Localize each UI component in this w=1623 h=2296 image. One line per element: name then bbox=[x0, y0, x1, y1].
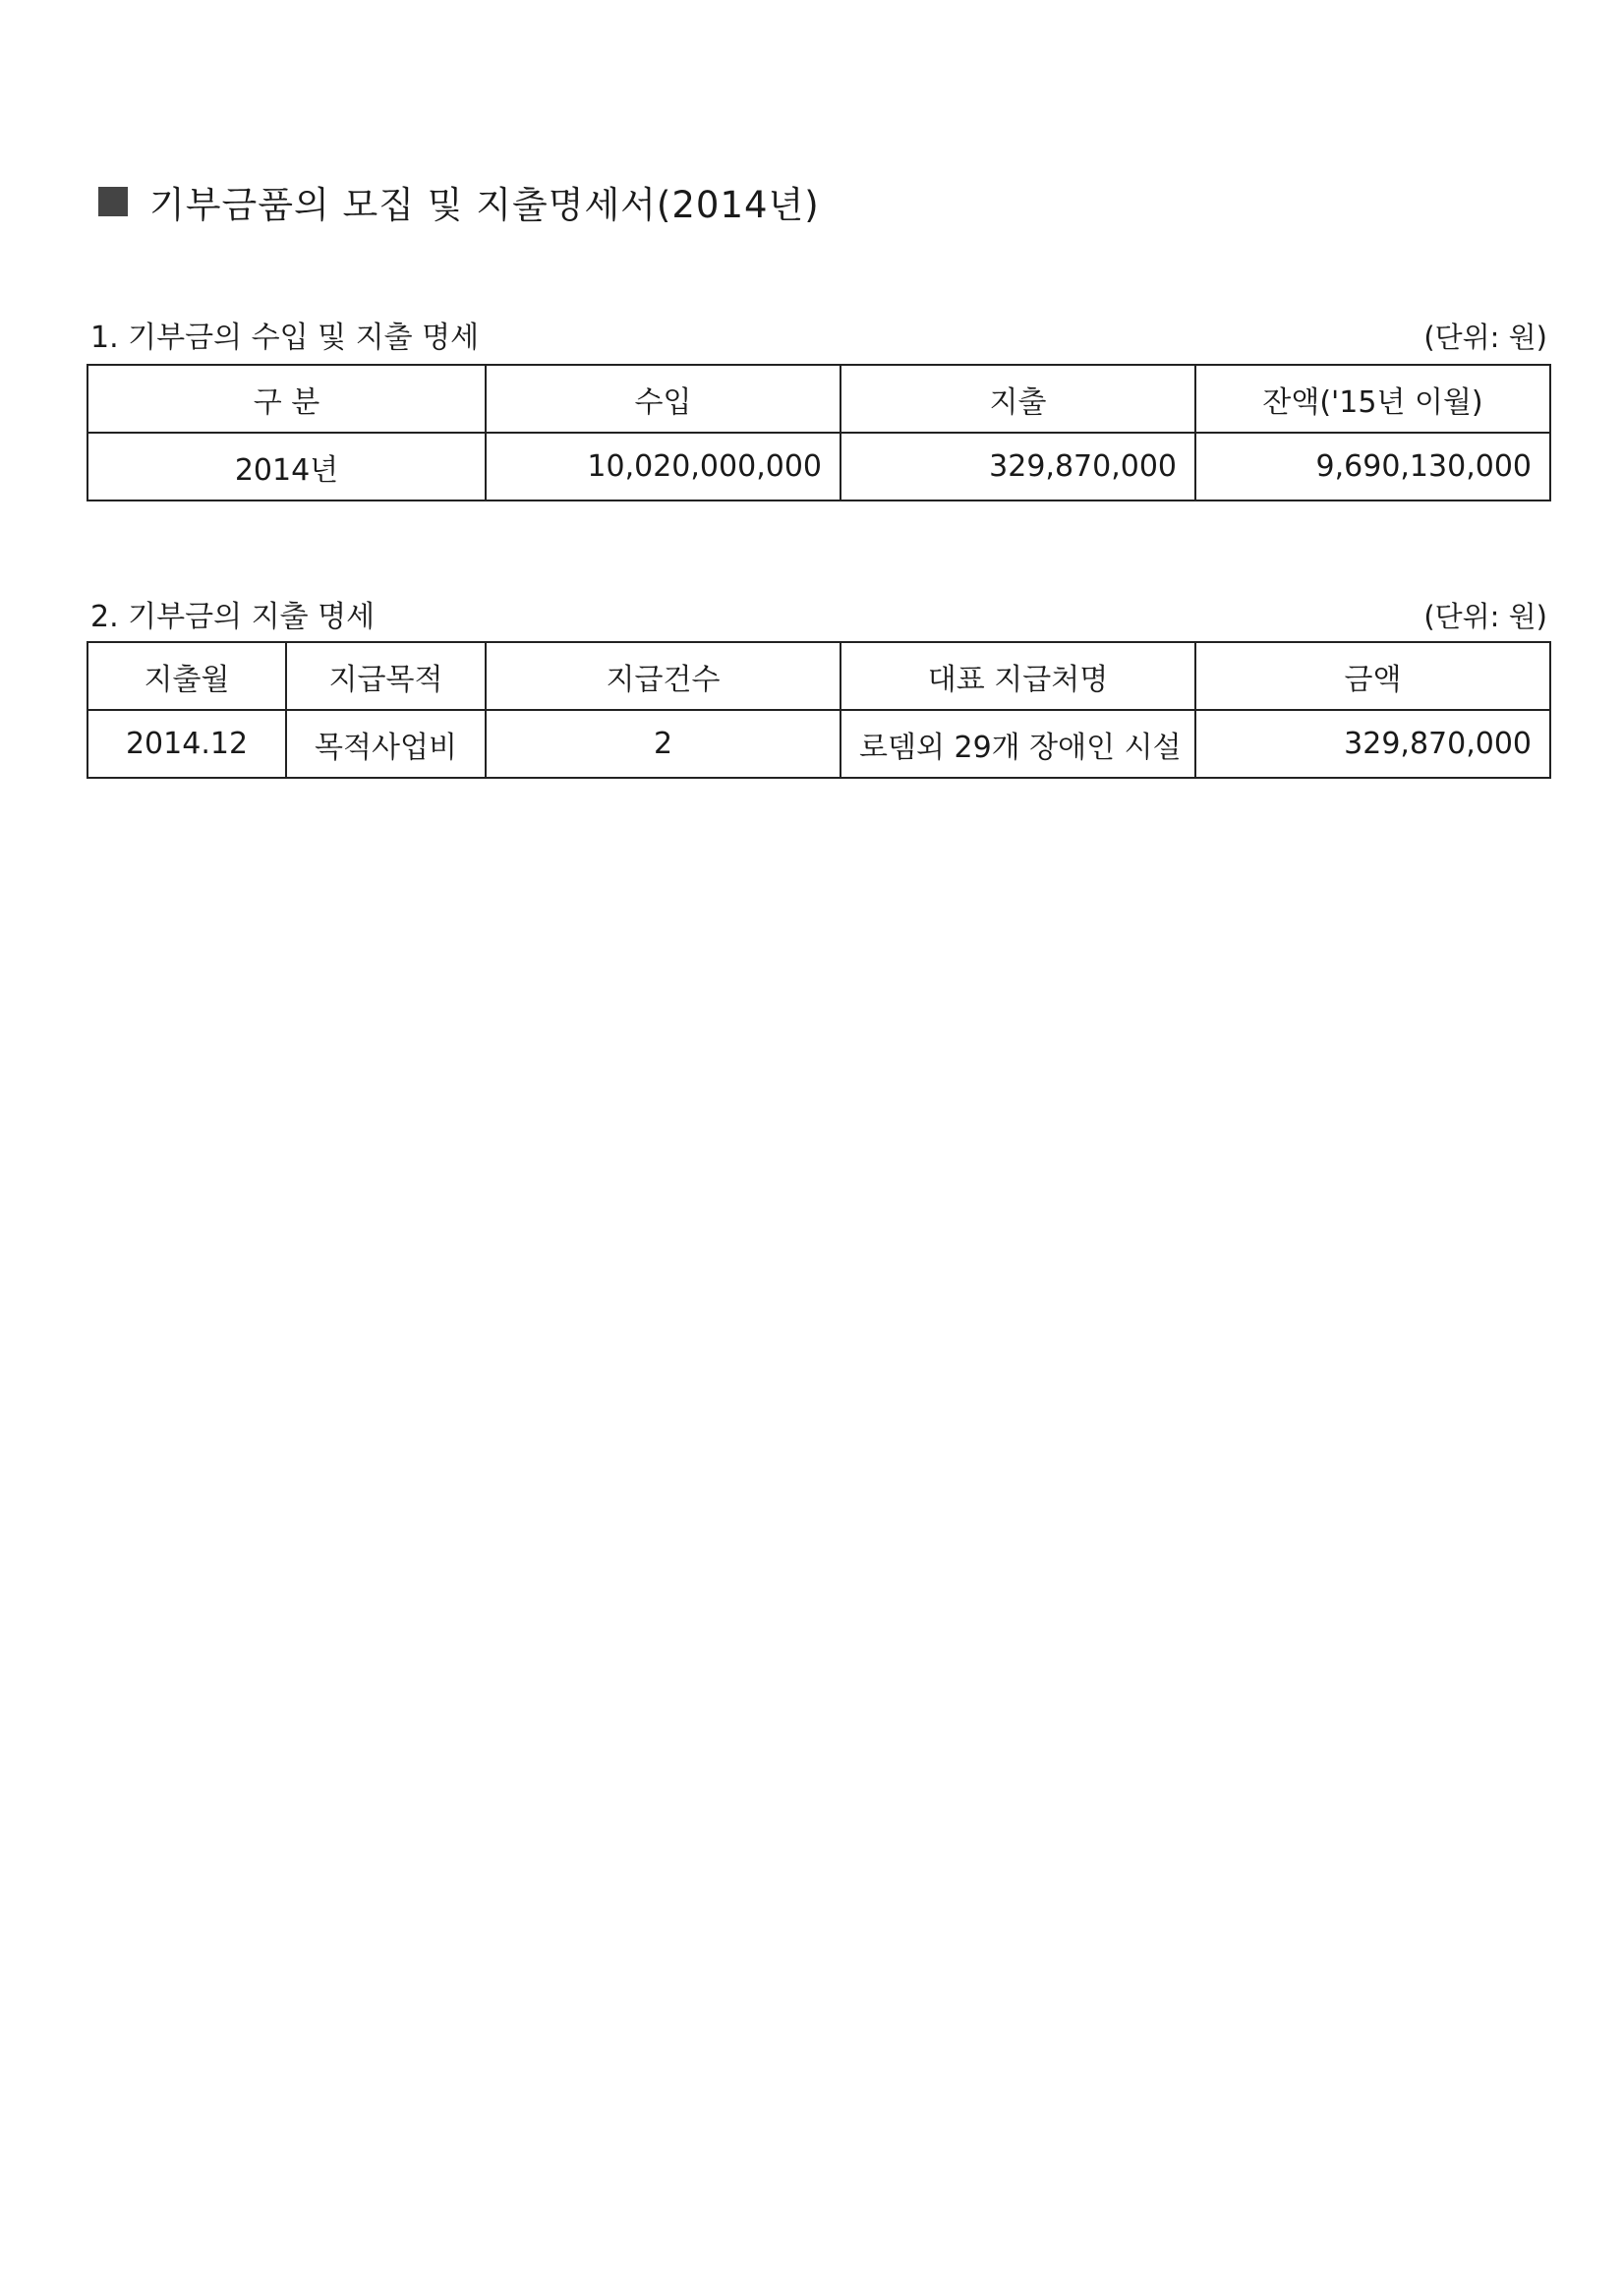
cell-category: 2014년 bbox=[87, 433, 486, 500]
cell-count: 2 bbox=[486, 710, 840, 778]
cell-recipient: 로뎀외 29개 장애인 시설 bbox=[840, 710, 1195, 778]
section-2-header bbox=[90, 592, 1547, 635]
column-header-month: 지출월 bbox=[87, 642, 286, 710]
table-header-row bbox=[87, 642, 1550, 710]
column-header-income: 수입 bbox=[486, 365, 840, 433]
page-title bbox=[98, 175, 820, 228]
column-header-amount: 금액 bbox=[1195, 642, 1550, 710]
table-header-row bbox=[87, 365, 1550, 433]
table-row bbox=[87, 433, 1550, 500]
cell-amount: 329,870,000 bbox=[1195, 710, 1550, 778]
page-title-text: 기부금품의 모집 및 지출명세서(2014년) bbox=[149, 184, 820, 226]
cell-balance: 9,690,130,000 bbox=[1195, 433, 1550, 500]
column-header-recipient: 대표 지급처명 bbox=[840, 642, 1195, 710]
column-header-category: 구 분 bbox=[87, 365, 486, 433]
section-2-unit: (단위: 원) bbox=[1423, 600, 1547, 633]
cell-month: 2014.12 bbox=[87, 710, 286, 778]
column-header-count: 지급건수 bbox=[486, 642, 840, 710]
section-1-unit: (단위: 원) bbox=[1423, 321, 1547, 354]
column-header-expense: 지출 bbox=[840, 365, 1195, 433]
table-row bbox=[87, 710, 1550, 778]
cell-purpose: 목적사업비 bbox=[286, 710, 486, 778]
income-expense-table bbox=[87, 364, 1551, 501]
square-bullet-icon bbox=[98, 187, 128, 216]
expense-detail-table bbox=[87, 641, 1551, 779]
section-2-heading: 2. 기부금의 지출 명세 bbox=[90, 600, 376, 634]
cell-expense: 329,870,000 bbox=[840, 433, 1195, 500]
cell-income: 10,020,000,000 bbox=[486, 433, 840, 500]
section-1-heading: 1. 기부금의 수입 및 지출 명세 bbox=[90, 321, 480, 355]
column-header-purpose: 지급목적 bbox=[286, 642, 486, 710]
column-header-balance: 잔액('15년 이월) bbox=[1195, 365, 1550, 433]
section-1-header bbox=[90, 313, 1547, 356]
